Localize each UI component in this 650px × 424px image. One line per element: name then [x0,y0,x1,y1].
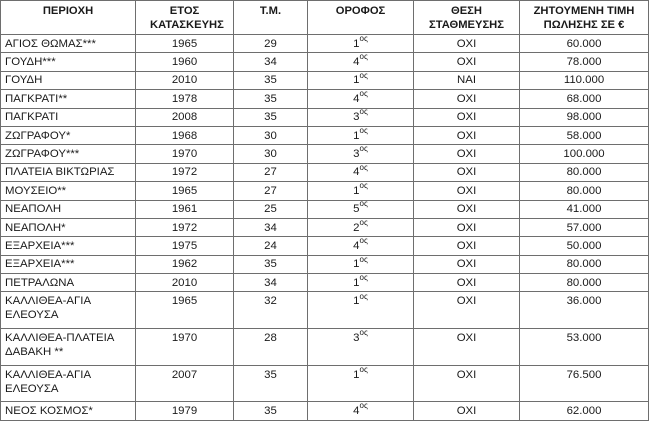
cell-parking: ΟΧΙ [414,237,520,255]
floor-number: 1 [353,129,360,142]
cell-area: ΚΑΛΛΙΘΕΑ-ΠΛΑΤΕΙΑ ΔΑΒΑΚΗ ** [1,329,136,366]
floor-number: 1 [353,184,360,197]
cell-year: 1962 [136,255,234,273]
cell-year: 1960 [136,53,234,71]
cell-floor [308,108,414,126]
floor-number: 4 [353,92,360,105]
header-floor: ΟΡΟΦΟΣ [308,1,414,35]
cell-parking: ΟΧΙ [414,90,520,108]
floor-suffix: ος [359,291,368,301]
floor-suffix: ος [359,89,368,99]
cell-price: 76.500 [520,365,649,402]
floor-suffix: ος [359,126,368,135]
table-row [1,365,649,402]
cell-sqm: 35 [234,90,308,108]
cell-price: 50.000 [520,237,649,255]
cell-parking: ΟΧΙ [414,218,520,236]
cell-area: ΜΟΥΣΕΙΟ** [1,182,136,200]
cell-price: 80.000 [520,274,649,292]
floor-suffix: ος [359,144,368,154]
cell-floor [308,163,414,181]
cell-floor [308,402,414,420]
cell-price: 100.000 [520,145,649,163]
floor-suffix: ος [359,236,368,246]
cell-year: 2007 [136,365,234,402]
floor-number: 1 [353,74,360,87]
cell-sqm: 35 [234,108,308,126]
cell-area: ΖΩΓΡΑΦΟΥ* [1,126,136,144]
cell-area: ΖΩΓΡΑΦΟΥ*** [1,145,136,163]
cell-sqm: 30 [234,126,308,144]
cell-year: 1965 [136,292,234,329]
table-row [1,108,649,126]
table-row [1,292,649,329]
cell-floor [308,292,414,329]
cell-price: 60.000 [520,35,649,53]
header-sqm: Τ.Μ. [234,1,308,35]
floor-number: 4 [353,239,360,252]
table-row [1,53,649,71]
cell-floor [308,200,414,218]
floor-number: 1 [353,295,360,308]
cell-area: ΠΑΓΚΡΑΤΙ [1,108,136,126]
floor-suffix: ος [359,328,368,338]
cell-price: 41.000 [520,200,649,218]
floor-suffix: ος [359,365,368,374]
cell-sqm: 29 [234,35,308,53]
cell-area: ΕΞΑΡΧΕΙΑ*** [1,237,136,255]
floor-suffix: ος [359,181,368,191]
cell-year: 2010 [136,71,234,89]
cell-area: ΠΕΤΡΑΛΩΝΑ [1,274,136,292]
table-row [1,182,649,200]
cell-sqm: 30 [234,145,308,163]
cell-parking: ΝΑΙ [414,71,520,89]
floor-number: 1 [353,276,360,289]
header-price: ΖΗΤΟΥΜΕΝΗ ΤΙΜΗ ΠΩΛΗΣΗΣ ΣΕ € [520,1,649,35]
floor-number: 4 [353,404,360,417]
cell-sqm: 25 [234,200,308,218]
cell-floor [308,329,414,366]
cell-area: ΠΑΓΚΡΑΤΙ** [1,90,136,108]
cell-year: 1970 [136,145,234,163]
cell-floor [308,145,414,163]
floor-number: 1 [353,37,360,50]
cell-floor [308,274,414,292]
cell-floor [308,255,414,273]
cell-parking: ΟΧΙ [414,365,520,402]
cell-year: 1979 [136,402,234,420]
cell-year: 1968 [136,126,234,144]
cell-area: ΚΑΛΛΙΘΕΑ-ΑΓΙΑ ΕΛΕΟΥΣΑ [1,365,136,402]
table-row [1,218,649,236]
floor-number: 3 [353,148,360,161]
cell-price: 62.000 [520,402,649,420]
cell-year: 1975 [136,237,234,255]
cell-area: ΑΓΙΟΣ ΘΩΜΑΣ*** [1,35,136,53]
table-row [1,35,649,53]
cell-parking: ΟΧΙ [414,402,520,420]
cell-floor [308,71,414,89]
cell-year: 1965 [136,182,234,200]
floor-suffix: ος [359,401,368,411]
cell-year: 1970 [136,329,234,366]
floor-suffix: ος [359,218,368,227]
cell-price: 80.000 [520,182,649,200]
floor-number: 2 [353,221,360,234]
cell-price: 53.000 [520,329,649,366]
table-row [1,90,649,108]
cell-area: ΝΕΟΣ ΚΟΣΜΟΣ* [1,402,136,420]
cell-floor [308,237,414,255]
cell-sqm: 27 [234,163,308,181]
floor-suffix: ος [359,108,368,117]
floor-number: 3 [353,111,360,124]
table-row [1,237,649,255]
cell-sqm: 34 [234,53,308,71]
table-row [1,274,649,292]
cell-sqm: 24 [234,237,308,255]
cell-price: 57.000 [520,218,649,236]
cell-price: 80.000 [520,163,649,181]
floor-suffix: ος [359,71,368,80]
cell-price: 58.000 [520,126,649,144]
floor-number: 1 [353,368,360,381]
cell-parking: ΟΧΙ [414,329,520,366]
cell-year: 1965 [136,35,234,53]
table-row [1,71,649,89]
cell-year: 2008 [136,108,234,126]
cell-area: ΓΟΥΔΗ [1,71,136,89]
cell-floor [308,53,414,71]
cell-price: 80.000 [520,255,649,273]
cell-sqm: 35 [234,255,308,273]
floor-number: 1 [353,258,360,271]
floor-number: 4 [353,166,360,179]
cell-price: 98.000 [520,108,649,126]
floor-suffix: ος [359,34,368,43]
table-row [1,255,649,273]
cell-parking: ΟΧΙ [414,126,520,144]
floor-suffix: ος [359,273,368,282]
cell-area: ΝΕΑΠΟΛΗ* [1,218,136,236]
cell-year: 1972 [136,218,234,236]
table-row [1,200,649,218]
cell-year: 1978 [136,90,234,108]
header-row [1,1,649,35]
floor-suffix: ος [359,255,368,264]
header-parking: ΘΕΣΗ ΣΤΑΘΜΕΥΣΗΣ [414,1,520,35]
cell-area: ΓΟΥΔΗ*** [1,53,136,71]
floor-number: 4 [353,56,360,69]
cell-floor [308,182,414,200]
cell-parking: ΟΧΙ [414,200,520,218]
cell-sqm: 35 [234,71,308,89]
cell-sqm: 34 [234,274,308,292]
table-body [1,35,649,421]
cell-floor [308,35,414,53]
cell-floor [308,218,414,236]
cell-parking: ΟΧΙ [414,255,520,273]
cell-sqm: 27 [234,182,308,200]
cell-sqm: 28 [234,329,308,366]
floor-suffix: ος [359,200,368,209]
cell-year: 1961 [136,200,234,218]
table-row [1,126,649,144]
cell-floor [308,126,414,144]
table-row [1,163,649,181]
floor-number: 3 [353,332,360,345]
header-year: ΕΤΟΣ ΚΑΤΑΣΚΕΥΗΣ [136,1,234,35]
table-row [1,145,649,163]
cell-price: 78.000 [520,53,649,71]
cell-area: ΝΕΑΠΟΛΗ [1,200,136,218]
cell-price: 68.000 [520,90,649,108]
cell-parking: ΟΧΙ [414,163,520,181]
cell-parking: ΟΧΙ [414,182,520,200]
cell-area: ΚΑΛΛΙΘΕΑ-ΑΓΙΑ ΕΛΕΟΥΣΑ [1,292,136,329]
cell-sqm: 35 [234,402,308,420]
table-row [1,402,649,420]
floor-number: 5 [353,203,360,216]
cell-parking: ΟΧΙ [414,35,520,53]
cell-parking: ΟΧΙ [414,274,520,292]
cell-price: 110.000 [520,71,649,89]
floor-suffix: ος [359,163,368,172]
cell-floor [308,365,414,402]
cell-sqm: 32 [234,292,308,329]
cell-parking: ΟΧΙ [414,292,520,329]
cell-parking: ΟΧΙ [414,108,520,126]
cell-year: 1972 [136,163,234,181]
table-row [1,329,649,366]
cell-parking: ΟΧΙ [414,145,520,163]
cell-parking: ΟΧΙ [414,53,520,71]
cell-sqm: 34 [234,218,308,236]
floor-suffix: ος [359,52,368,62]
cell-area: ΕΞΑΡΧΕΙΑ*** [1,255,136,273]
cell-sqm: 35 [234,365,308,402]
cell-price: 36.000 [520,292,649,329]
cell-area: ΠΛΑΤΕΙΑ ΒΙΚΤΩΡΙΑΣ [1,163,136,181]
cell-year: 2010 [136,274,234,292]
cell-floor [308,90,414,108]
header-area: ΠΕΡΙΟΧΗ [1,1,136,35]
